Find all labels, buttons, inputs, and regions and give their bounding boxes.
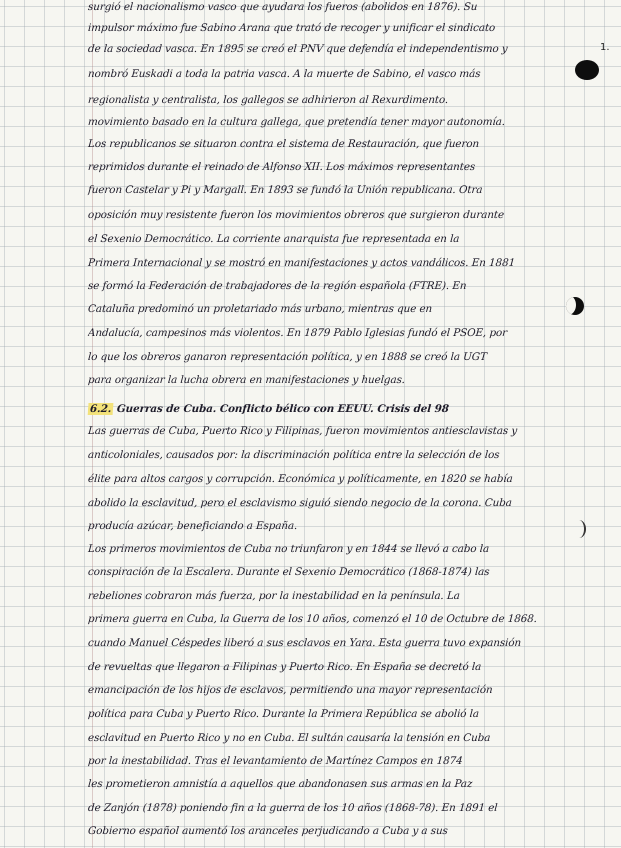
text-line: anticoloniales, causados por: la discriminación política entre la selección de los bbox=[87, 449, 500, 461]
text-line: Los republicanos se situaron contra el sistema de Restauración, que fueron bbox=[87, 138, 480, 150]
text-line: cuando Manuel Céspedes liberó a sus esclavos en Yara. Esta guerra tuvo expansión bbox=[87, 637, 522, 649]
section-heading bbox=[88, 402, 594, 416]
text-line: emancipación de los hijos de esclavos, permitiendo una mayor representación bbox=[87, 684, 493, 696]
text-line: conspiración de la Escalera. Durante el Sexenio Democrático (1868-1874) las bbox=[87, 566, 490, 578]
text-line: élite para altos cargos y corrupción. Económica y políticamente, en 1820 se había bbox=[87, 473, 514, 485]
side-number: 1. bbox=[600, 42, 610, 53]
text-line: Primera Internacional y se mostró en manifestaciones y actos vandálicos. En 1881 bbox=[87, 257, 516, 269]
text-line: Las guerras de Cuba, Puerto Rico y Filipinas, fueron movimientos antiesclavistas y bbox=[87, 425, 518, 437]
text-line: lo que los obreros ganaron representación política, y en 1888 se creó la UGT bbox=[87, 351, 488, 363]
text-line: Andalucía, campesinos más violentos. En 1879 Pablo Iglesias fundó el PSOE, por bbox=[87, 327, 508, 339]
text-line: regionalista y centralista, los gallegos se adhirieron al Rexurdimento. bbox=[87, 94, 449, 106]
text-line: abolido la esclavitud, pero el esclavismo siguió siendo negocio de la corona. Cuba bbox=[87, 497, 513, 509]
text-line: de la sociedad vasca. En 1895 se creó el PNV que defendía el independentismo y bbox=[87, 43, 508, 55]
text-line: para organizar la lucha obrera en manifestaciones y huelgas. bbox=[87, 374, 406, 386]
text-line: primera guerra en Cuba, la Guerra de los 10 años, comenzó el 10 de Octubre de 1868. bbox=[87, 613, 538, 625]
text-line: surgió el nacionalismo vasco que ayudara los fueros (abolidos en 1876). Su bbox=[87, 1, 478, 13]
text-line: nombró Euskadi a toda la patria vasca. A la muerte de Sabino, el vasco más bbox=[87, 68, 481, 80]
section-number: 6.2. bbox=[89, 403, 112, 415]
text-line: rebeliones cobraron más fuerza, por la inestabilidad en la península. La bbox=[87, 590, 461, 602]
section-title: Guerras de Cuba. Conflicto bélico con EEUU. Crisis del 98 bbox=[116, 403, 450, 415]
text-line: impulsor máximo fue Sabino Arana que trató de recoger y unificar el sindicato bbox=[87, 22, 496, 34]
text-line: se formó la Federación de trabajadores de la región española (FTRE). En bbox=[87, 280, 467, 292]
text-line: por la inestabilidad. Tras el levantamiento de Martínez Campos en 1874 bbox=[87, 755, 464, 767]
text-line: política para Cuba y Puerto Rico. Durante la Primera República se abolió la bbox=[87, 708, 480, 720]
text-line: fueron Castelar y Pi y Margall. En 1893 se fundó la Unión republicana. Otra bbox=[87, 184, 483, 196]
text-line: producía azúcar, beneficiando a España. bbox=[87, 520, 298, 532]
text-line: movimiento basado en la cultura gallega, que pretendía tener mayor autonomía. bbox=[87, 116, 506, 128]
text-line: Los primeros movimientos de Cuba no triunfaron y en 1844 se llevó a cabo la bbox=[87, 543, 490, 555]
text-line: reprimidos durante el reinado de Alfonso XII. Los máximos representantes bbox=[87, 161, 476, 173]
text-line: Gobierno español aumentó los aranceles perjudicando a Cuba y a sus bbox=[87, 825, 449, 837]
text-line: Cataluña predominó un proletariado más urbano, mientras que en bbox=[87, 303, 433, 315]
text-line: de Zanjón (1878) poniendo fin a la guerra de los 10 años (1868-78). En 1891 el bbox=[87, 802, 498, 814]
text-line: el Sexenio Democrático. La corriente anarquista fue representada en la bbox=[87, 233, 460, 245]
text-line: les prometieron amnistía a aquellos que abandonasen sus armas en la Paz bbox=[87, 778, 473, 790]
text-line: oposición muy resistente fueron los movimientos obreros que surgieron durante bbox=[87, 209, 505, 221]
text-line: esclavitud en Puerto Rico y no en Cuba. El sultán causaría la tensión en Cuba bbox=[87, 732, 491, 744]
text-line: de revueltas que llegaron a Filipinas y Puerto Rico. En España se decretó la bbox=[87, 661, 482, 673]
